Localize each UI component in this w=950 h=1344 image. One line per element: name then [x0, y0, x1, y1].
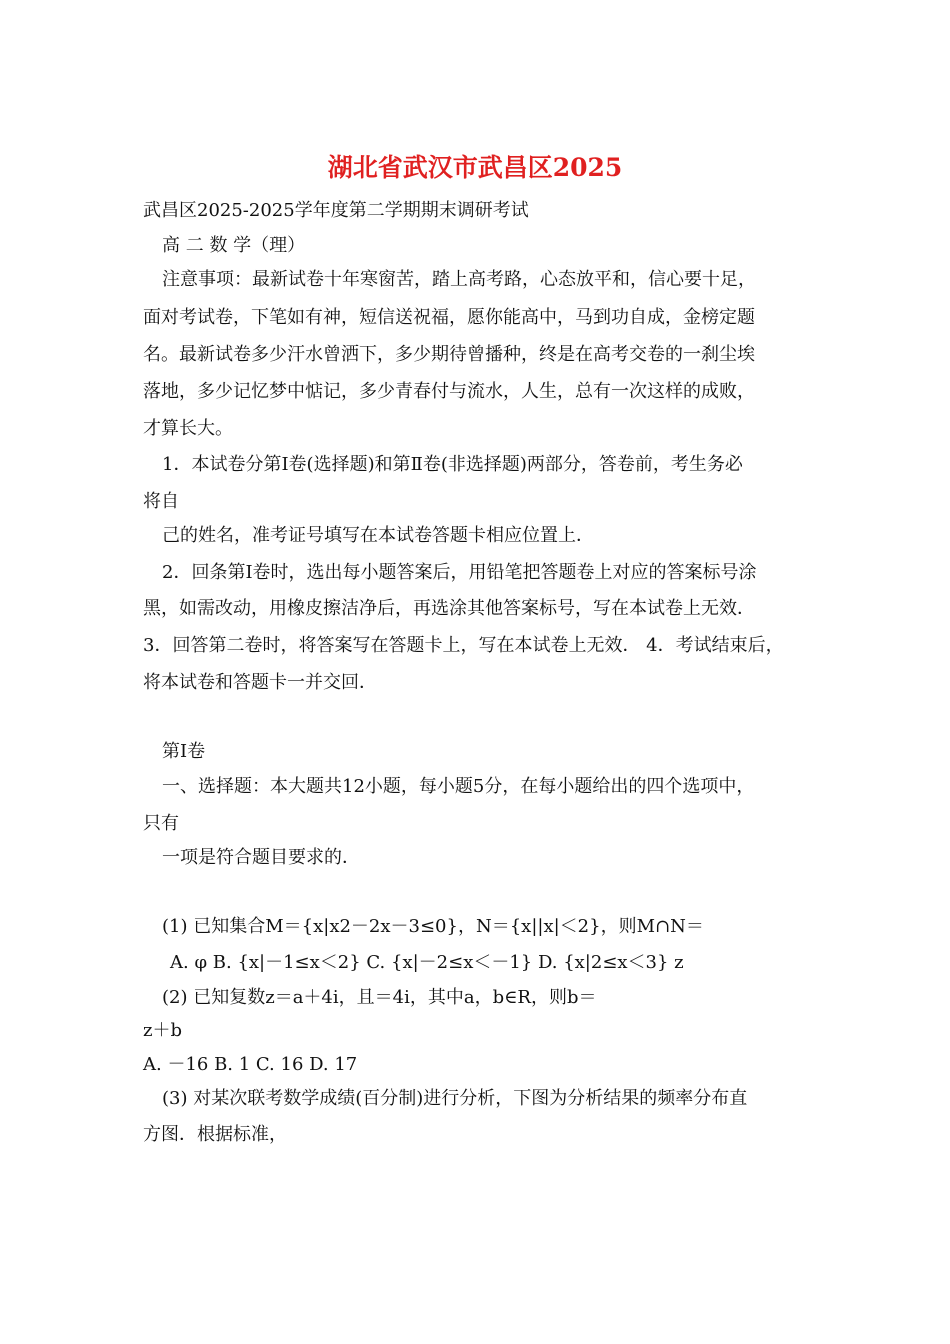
notice-line: 才算长大。: [143, 418, 233, 439]
section-description: 一、选择题：本大题共12小题，每小题5分，在每小题给出的四个选项中，: [162, 776, 755, 797]
exam-name-line: 武昌区2025-2025学年度第二学期期末调研考试: [143, 200, 529, 221]
section-description: 一项是符合题目要求的．: [162, 847, 360, 868]
question-2: (2) 已知复数z＝a＋4i，且＝4i，其中a，b∈R，则b＝: [162, 987, 597, 1008]
question-1: (1) 已知集合M＝{x|x2－2x－3≤0}，N＝{x||x|＜2}，则M∩N＝: [162, 916, 704, 937]
notice-line: 名。最新试卷多少汗水曾洒下，多少期待曾播种，终是在高考交卷的一刹尘埃: [143, 344, 755, 365]
instruction-line: 1．本试卷分第Ⅰ卷(选择题)和第Ⅱ卷(非选择题)两部分，答卷前，考生务必: [162, 454, 743, 475]
section-description: 只有: [143, 813, 179, 834]
section-heading: 第Ⅰ卷: [162, 741, 206, 762]
question-3: 方图．根据标准，: [143, 1124, 287, 1145]
question-3: (3) 对某次联考数学成绩(百分制)进行分析，下图为分析结果的频率分布直: [162, 1088, 748, 1109]
instruction-line: 2．回条第Ⅰ卷时，选出每小题答案后，用铅笔把答题卷上对应的答案标号涂: [162, 562, 757, 583]
instruction-line: 将本试卷和答题卡一并交回．: [143, 672, 377, 693]
document-title: 湖北省武汉市武昌区2025: [327, 153, 623, 182]
notice-line: 落地，多少记忆梦中惦记，多少青春付与流水，人生，总有一次这样的成败，: [143, 381, 755, 402]
instruction-line: 将自: [143, 491, 179, 512]
subject-line: 高 二 数 学（理）: [162, 235, 306, 256]
question-1-options: A. φ B. {x|－1≤x＜2} C. {x|－2≤x＜－1} D. {x|2≤x＜3} z: [170, 952, 684, 973]
notice-line: 注意事项：最新试卷十年寒窗苦，踏上高考路，心态放平和，信心要十足，: [162, 269, 756, 290]
instruction-line: 3．回答第二卷时，将答案写在答题卡上，写在本试卷上无效． 4．考试结束后，: [143, 635, 784, 656]
notice-line: 面对考试卷，下笔如有神，短信送祝福，愿你能高中，马到功自成，金榜定题: [143, 307, 755, 328]
instruction-line: 黑，如需改动，用橡皮擦洁净后，再选涂其他答案标号，写在本试卷上无效．: [143, 598, 755, 619]
question-2-options: A. －16 B. 1 C. 16 D. 17: [143, 1054, 358, 1075]
instruction-line: 己的姓名，准考证号填写在本试卷答题卡相应位置上．: [162, 525, 594, 546]
question-2-denominator: z＋b: [143, 1020, 183, 1041]
